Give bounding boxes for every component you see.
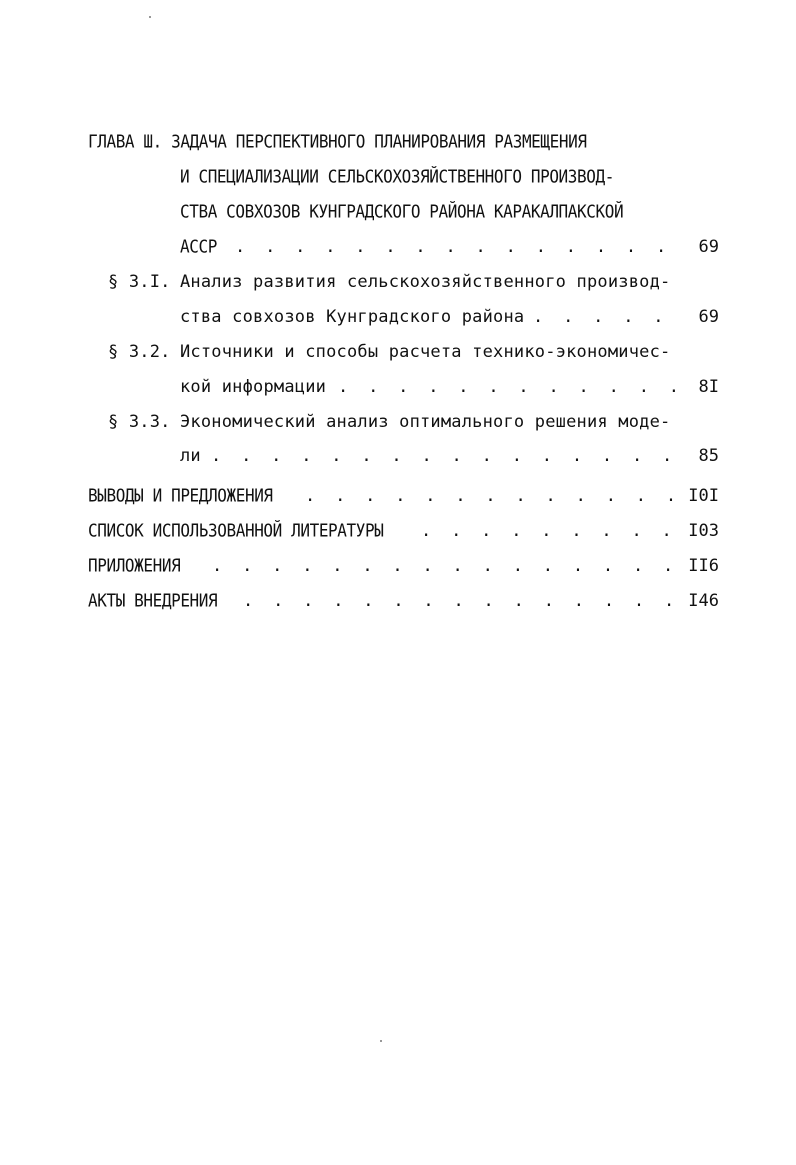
leader-dots: [305, 485, 675, 507]
appendices-page-number: II6: [688, 556, 719, 576]
section-3-1-line-2: ства совхозов Кунградского района: [180, 307, 525, 327]
leader-dots: [421, 520, 675, 542]
section-3-2-line-1: Источники и способы расчета технико-экономичес-: [180, 342, 671, 362]
references-label: СПИСОК ИСПОЛЬЗОВАННОЙ ЛИТЕРАТУРЫ: [88, 520, 384, 541]
scan-speck: [149, 16, 151, 18]
chapter-3-line-4: АССР: [180, 236, 217, 257]
chapter-3-page-number: 69: [698, 237, 719, 257]
appendices-label: ПРИЛОЖЕНИЯ: [88, 555, 181, 576]
section-3-3-mark: § 3.3.: [108, 412, 171, 432]
chapter-3-line-1: ГЛАВА Ш. ЗАДАЧА ПЕРСПЕКТИВНОГО ПЛАНИРОВАНИЯ РАЗМЕЩЕНИЯ: [88, 131, 587, 152]
references-page-number: I03: [688, 521, 719, 541]
section-3-1-line-1: Анализ развития сельскохозяйственного производ-: [180, 272, 671, 292]
conclusions-page-number: I0I: [688, 486, 719, 506]
scan-speck: [380, 1040, 382, 1042]
leader-dots: [235, 236, 675, 258]
section-3-2-page-number: 8I: [698, 377, 719, 397]
leader-dots: [211, 445, 675, 467]
leader-dots: [243, 590, 675, 612]
section-3-3-page-number: 85: [698, 446, 719, 466]
conclusions-label: ВЫВОДЫ И ПРЕДЛОЖЕНИЯ: [88, 485, 273, 506]
chapter-3-line-3: СТВА СОВХОЗОВ КУНГРАДСКОГО РАЙОНА КАРАКАЛПАКСКОЙ: [180, 201, 624, 222]
leader-dots: [212, 555, 675, 577]
section-3-2-line-2: кой информации: [180, 377, 327, 397]
section-3-3-line-2: ли: [180, 446, 201, 466]
section-3-1-page-number: 69: [698, 307, 719, 327]
chapter-3-line-2: И СПЕЦИАЛИЗАЦИИ СЕЛЬСКОХОЗЯЙСТВЕННОГО ПРОИЗВОД-: [180, 166, 614, 187]
leader-dots: [338, 376, 675, 398]
section-3-2-mark: § 3.2.: [108, 342, 171, 362]
acts-label: АКТЫ ВНЕДРЕНИЯ: [88, 590, 218, 611]
acts-page-number: I46: [688, 591, 719, 611]
leader-dots: [533, 306, 675, 328]
section-3-1-mark: § 3.I.: [108, 272, 171, 292]
section-3-3-line-1: Экономический анализ оптимального решения моде-: [180, 412, 671, 432]
